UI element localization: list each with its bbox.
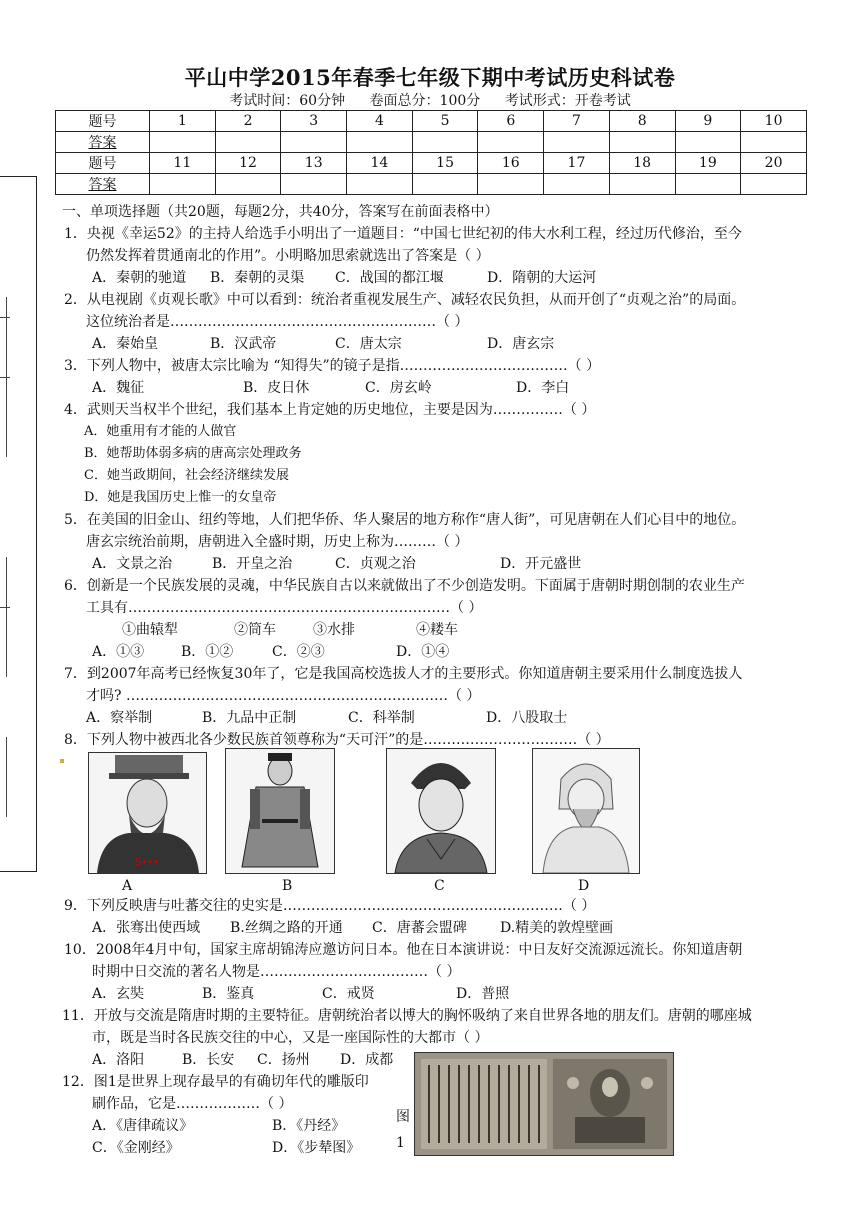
question-10-stem: 10．2008年4月中旬，国家主席胡锦涛应邀访问日本。他在日本演讲说：中日友好交流源远流长。你知道唐朝	[64, 942, 743, 958]
printed-scroll-icon	[415, 1053, 673, 1155]
portrait-c-label: C	[434, 878, 445, 894]
question-8-stem: 8．下列人物中被西北各少数民族首领尊称为“天可汗”的是……………………………（ ）	[64, 732, 610, 748]
question-1-stem-2: 仍然发挥着贯通南北的作用”。小明略加思索就选出了答案是（ ）	[86, 248, 490, 264]
question-11-option-c[interactable]: C．扬州	[257, 1052, 310, 1068]
portrait-a-image[interactable]	[88, 752, 207, 874]
portrait-d-label: D	[578, 878, 590, 894]
cell: 7	[544, 111, 610, 132]
question-6-item-3: ③水排	[313, 622, 355, 638]
cell: 15	[412, 153, 478, 174]
cell: 6	[478, 111, 544, 132]
question-2-option-b[interactable]: B．汉武帝	[210, 336, 277, 352]
stray-mark	[60, 759, 64, 763]
question-6-option-b[interactable]: B．①②	[181, 644, 234, 660]
question-5-stem-2: 唐玄宗统治前期，唐朝进入全盛时期，历史上称为………（ ）	[86, 534, 469, 550]
question-10-option-d[interactable]: D．普照	[456, 986, 510, 1002]
section-heading: 一、单项选择题（共20题，每题2分，共40分，答案写在前面表格中）	[62, 204, 499, 220]
empress-portrait-icon	[387, 749, 495, 873]
cell: 4	[347, 111, 413, 132]
cell: 12	[215, 153, 281, 174]
question-12-option-c[interactable]: C．《金刚经》	[92, 1140, 180, 1156]
question-9-option-d[interactable]: D.精美的敦煌壁画	[500, 920, 614, 936]
cell: 9	[675, 111, 741, 132]
question-5-option-b[interactable]: B．开皇之治	[212, 556, 293, 572]
question-4-option-d[interactable]: D．她是我国历史上惟一的女皇帝	[84, 490, 277, 505]
portrait-b-image[interactable]	[225, 748, 335, 874]
question-11-option-b[interactable]: B．长安	[182, 1052, 235, 1068]
cell: 16	[478, 153, 544, 174]
portrait-c-image[interactable]	[386, 748, 496, 874]
cell: 11	[150, 153, 216, 174]
question-6-stem: 6．创新是一个民族发展的灵魂，中华民族自古以来就做出了不少创造发明。下面属于唐朝时期创制的农业生产	[64, 578, 745, 594]
question-10-option-b[interactable]: B．鉴真	[202, 986, 255, 1002]
question-7-option-b[interactable]: B．九品中正制	[202, 710, 297, 726]
question-1-option-b[interactable]: B．秦朝的灵渠	[210, 270, 305, 286]
question-1-option-a[interactable]: A．秦朝的驰道	[92, 270, 187, 286]
question-5-option-d[interactable]: D．开元盛世	[500, 556, 582, 572]
cell: 5	[412, 111, 478, 132]
figure-1-label: 图1	[396, 1109, 410, 1151]
question-6-item-2: ②筒车	[234, 622, 276, 638]
question-11-option-d[interactable]: D．成都	[340, 1052, 394, 1068]
question-1-option-d[interactable]: D．隋朝的大运河	[487, 270, 597, 286]
question-4-option-c[interactable]: C．她当政期间，社会经济继续发展	[84, 468, 289, 483]
cell: 13	[281, 153, 347, 174]
question-2-option-a[interactable]: A．秦始皇	[92, 336, 159, 352]
question-9-option-a[interactable]: A．张骞出使西域	[92, 920, 201, 936]
exam-form: 考试形式：开卷考试	[504, 93, 631, 109]
exam-time: 考试时间：60分钟	[229, 93, 346, 109]
number-label: 题号	[56, 111, 150, 132]
question-6-stem-2: 工具有……………………………………………………………（ ）	[86, 600, 483, 616]
question-3-option-c[interactable]: C．房玄岭	[365, 380, 432, 396]
question-10-stem-2: 时期中日交流的著名人物是………………………………（ ）	[92, 964, 461, 980]
portrait-a-label: A	[122, 878, 133, 894]
question-12-option-d[interactable]: D．《步辇图》	[272, 1140, 361, 1156]
cell: 3	[281, 111, 347, 132]
watermark-text: S•••	[134, 857, 160, 868]
question-6-item-4: ④耧车	[416, 622, 458, 638]
question-10-option-c[interactable]: C．戒贤	[322, 986, 375, 1002]
question-4-stem: 4．武则天当权半个世纪，我们基本上肯定她的历史地位，主要是因为……………（ ）	[64, 402, 596, 418]
question-5-option-c[interactable]: C．贞观之治	[335, 556, 416, 572]
question-9-stem: 9．下列反映唐与吐蕃交往的史实是……………………………………………………（ ）	[64, 898, 596, 914]
question-6-option-a[interactable]: A．①③	[92, 644, 145, 660]
cell: 2	[215, 111, 281, 132]
portrait-b-label: B	[282, 878, 293, 894]
question-12-option-a[interactable]: A．《唐律疏议》	[92, 1118, 194, 1134]
question-7-option-a[interactable]: A．察举制	[86, 710, 153, 726]
question-9-option-b[interactable]: B.丝绸之路的开通	[230, 920, 343, 936]
question-12-stem: 12．图1是世界上现存最早的有确切年代的雕版印	[62, 1074, 369, 1090]
cell: 18	[609, 153, 675, 174]
question-10-option-a[interactable]: A．玄奘	[92, 986, 145, 1002]
cell: 20	[741, 153, 807, 174]
question-2-stem: 2．从电视剧《贞观长歌》中可以看到：统治者重视发展生产、减轻农民负担，从而开创了“贞观之治”的局面。	[64, 292, 746, 308]
cell: 19	[675, 153, 741, 174]
question-11-stem-2: 市，既是当时各民族交往的中心，又是一座国际性的大都市（ ）	[92, 1030, 489, 1046]
question-2-option-d[interactable]: D．唐玄宗	[487, 336, 555, 352]
question-11-option-a[interactable]: A．洛阳	[92, 1052, 145, 1068]
cell: 14	[347, 153, 413, 174]
diamond-sutra-image[interactable]	[414, 1052, 674, 1156]
question-12-option-b[interactable]: B．《丹经》	[272, 1118, 346, 1134]
question-6-item-1: ①曲辕犁	[122, 622, 178, 638]
question-6-option-d[interactable]: D．①④	[396, 644, 450, 660]
question-3-option-a[interactable]: A．魏征	[92, 380, 145, 396]
question-7-stem-2: 才吗? ……………………………………………………………（ ）	[86, 688, 481, 704]
question-3-stem: 3．下列人物中，被唐太宗比喻为 “知得失”的镜子是指………………………………（ ）	[64, 358, 601, 374]
standing-emperor-icon	[226, 749, 334, 873]
exam-title: 平山中学2015年春季七年级下期中考试历史科试卷	[184, 65, 676, 90]
question-7-stem: 7．到2007年高考已经恢复30年了，它是我国高校选拔人才的主要形式。你知道唐朝主要采用什么制度选拔人	[64, 666, 743, 682]
question-11-stem: 11．开放与交流是隋唐时期的主要特征。唐朝统治者以博大的胸怀吸纳了来自世界各地的朋友们。唐朝的哪座城	[62, 1008, 752, 1024]
question-3-option-b[interactable]: B．皮日休	[243, 380, 310, 396]
question-1-option-c[interactable]: C．战国的都江堰	[335, 270, 444, 286]
cell: 8	[609, 111, 675, 132]
total-score: 卷面总分：100分	[369, 93, 481, 109]
question-7-option-d[interactable]: D．八股取士	[486, 710, 568, 726]
number-label: 题号	[56, 153, 150, 174]
question-1-stem: 1．央视《幸运52》的主持人给选手小明出了一道题目：“中国七世纪初的伟大水利工程，经过历代修治，至今	[64, 226, 742, 242]
question-4-option-b[interactable]: B．她帮助体弱多病的唐高宗处理政务	[84, 446, 302, 461]
question-4-option-a[interactable]: A．她重用有才能的人做官	[84, 424, 237, 439]
question-12-stem-2: 刷作品，它是………………（ ）	[92, 1096, 293, 1112]
question-7-option-c[interactable]: C．科举制	[348, 710, 415, 726]
emperor-portrait-icon	[89, 753, 206, 873]
answer-label: 答案	[56, 174, 150, 195]
answer-label: 答案	[56, 132, 150, 153]
cell: 1	[150, 111, 216, 132]
question-2-option-c[interactable]: C．唐太宗	[335, 336, 402, 352]
question-5-stem: 5．在美国的旧金山、纽约等地，人们把华侨、华人聚居的地方称作“唐人街”，可见唐朝在人们心目中的地位。	[64, 512, 746, 528]
question-2-stem-2: 这位统治者是…………………………………………………（ ）	[86, 314, 469, 330]
cell: 10	[741, 111, 807, 132]
cell: 17	[544, 153, 610, 174]
portrait-d-image[interactable]	[532, 748, 640, 874]
question-3-option-d[interactable]: D．李白	[516, 380, 570, 396]
scholar-portrait-icon	[533, 749, 639, 873]
question-9-option-c[interactable]: C．唐蕃会盟碑	[372, 920, 467, 936]
question-5-option-a[interactable]: A．文景之治	[92, 556, 173, 572]
question-6-option-c[interactable]: C．②③	[272, 644, 325, 660]
